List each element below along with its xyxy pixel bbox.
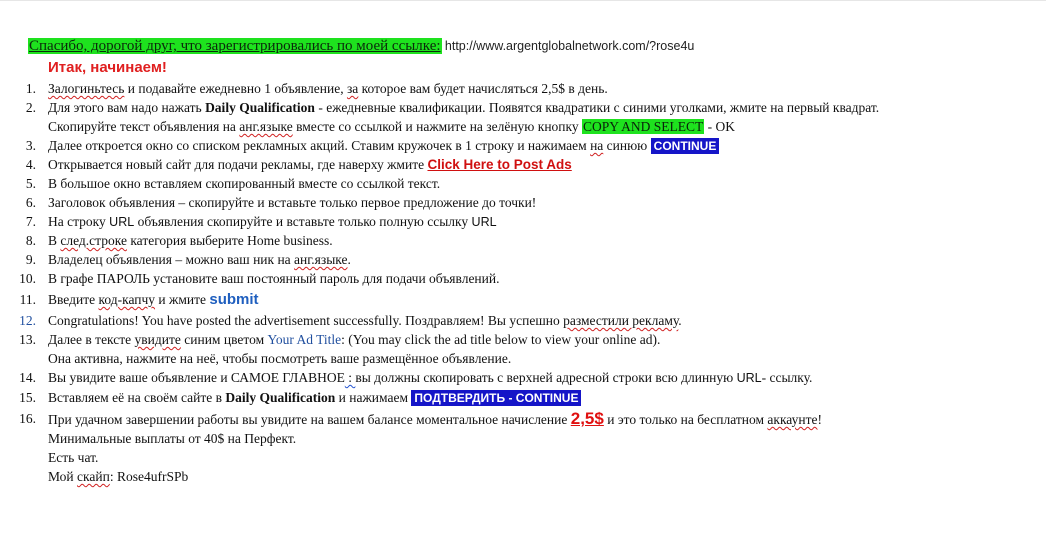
step-number: 7. (25, 214, 36, 229)
step-2-cont: Скопируйте текст объявления на анг.языке вместе со ссылкой и нажмите на зелёную кнопку COPY AND SELECT - OK (48, 119, 736, 134)
step-9: Владелец объявления – можно ваш ник на анг.языке. (48, 252, 351, 267)
step-number: 11. (19, 292, 36, 307)
step-number: 9. (25, 252, 36, 267)
step-5: В большое окно вставляем скопированный вместе со ссылкой текст. (48, 176, 441, 191)
step-3: Далее откроется окно со списком рекламных акций. Ставим кружочек в 1 строку и нажимаем на синюю CONTINUE (48, 137, 719, 155)
top-border (0, 0, 1046, 1)
step-number: 8. (25, 233, 36, 248)
step-13: Далее в тексте увидите синим цветом Your Ad Title: (You may click the ad title below to view your online ad). (48, 332, 661, 347)
step-number: 2. (25, 100, 36, 115)
step-13-cont: Она активна, нажмите на неё, чтобы посмотреть ваше размещённое объявление. (48, 351, 512, 366)
step-8: В след.строке категория выберите Home business. (48, 233, 333, 248)
start-subtitle (48, 59, 167, 77)
step-number: 4. (25, 157, 36, 172)
step-12: Congratulations! You have posted the advertisement successfully. Поздравляем! Вы успешно разместили рекламу. (48, 313, 682, 328)
step-number: 6. (25, 195, 36, 210)
step-number: 5. (25, 176, 36, 191)
step-number: 12. (19, 313, 36, 328)
step-10: В графе ПАРОЛЬ установите ваш постоянный пароль для подачи объявлений. (48, 271, 500, 286)
step-15: Вставляем её на своём сайте в Daily Qualification и нажимаем ПОДТВЕРДИТЬ - CONTINUE (48, 389, 581, 407)
thanks-heading: Спасибо, дорогой друг, что зарегистрировались по моей ссылке: (29, 38, 441, 54)
chat-line: Есть чат. (48, 450, 99, 465)
continue-label: CONTINUE (651, 138, 720, 154)
confirm-continue-label: ПОДТВЕРДИТЬ - CONTINUE (411, 390, 581, 406)
start-subtitle-text: Итак, начинаем! (48, 59, 167, 76)
referral-url[interactable]: http://www.argentglobalnetwork.com/?rose4u (444, 39, 695, 53)
step-number: 13. (19, 332, 36, 347)
step-1: Залогиньтесь и подавайте ежедневно 1 объявление, за которое вам будет начисляться 2,5$ в день. (48, 81, 608, 96)
step-16: При удачном завершении работы вы увидите на вашем балансе моментальное начисление 2,5$ и это только на бесплатном аккаунте! (48, 409, 822, 428)
step-2: Для этого вам надо нажать Daily Qualification - ежедневные квалификации. Появятся квадратики с синими уголками, жмите на первый квадрат. (48, 100, 880, 115)
step-4: Открывается новый сайт для подачи рекламы, где наверху жмите Click Here to Post Ads (48, 157, 572, 172)
min-payout-line: Минимальные выплаты от 40$ на Перфект. (48, 431, 297, 446)
step-7: На строку URL объявления скопируйте и вставьте только полную ссылку URL (48, 214, 497, 229)
daily-qualification-label: Daily Qualification (205, 100, 315, 115)
step-number: 1. (25, 81, 36, 96)
step-14: Вы увидите ваше объявление и САМОЕ ГЛАВНОЕ : вы должны скопировать с верхней адресной строки всю длинную URL- ссылку. (48, 370, 813, 385)
submit-label: submit (209, 291, 259, 308)
step-number: 3. (25, 138, 36, 153)
your-ad-title-label: Your Ad Title (267, 332, 342, 347)
post-ads-link[interactable]: Click Here to Post Ads (427, 157, 572, 172)
copy-and-select-label: COPY AND SELECT (583, 119, 704, 134)
step-number: 15. (19, 390, 36, 405)
step-number: 16. (19, 411, 36, 426)
step-11: Введите код-капчу и жмите submit (48, 291, 259, 308)
header-line (28, 37, 694, 55)
step-6: Заголовок объявления – скопируйте и вставьте только первое предложение до точки! (48, 195, 537, 210)
bonus-amount: 2,5$ (570, 409, 604, 428)
skype-line: Мой скайп: Rose4ufrSPb (48, 469, 189, 484)
step-number: 10. (19, 271, 36, 286)
step-number: 14. (19, 370, 36, 385)
